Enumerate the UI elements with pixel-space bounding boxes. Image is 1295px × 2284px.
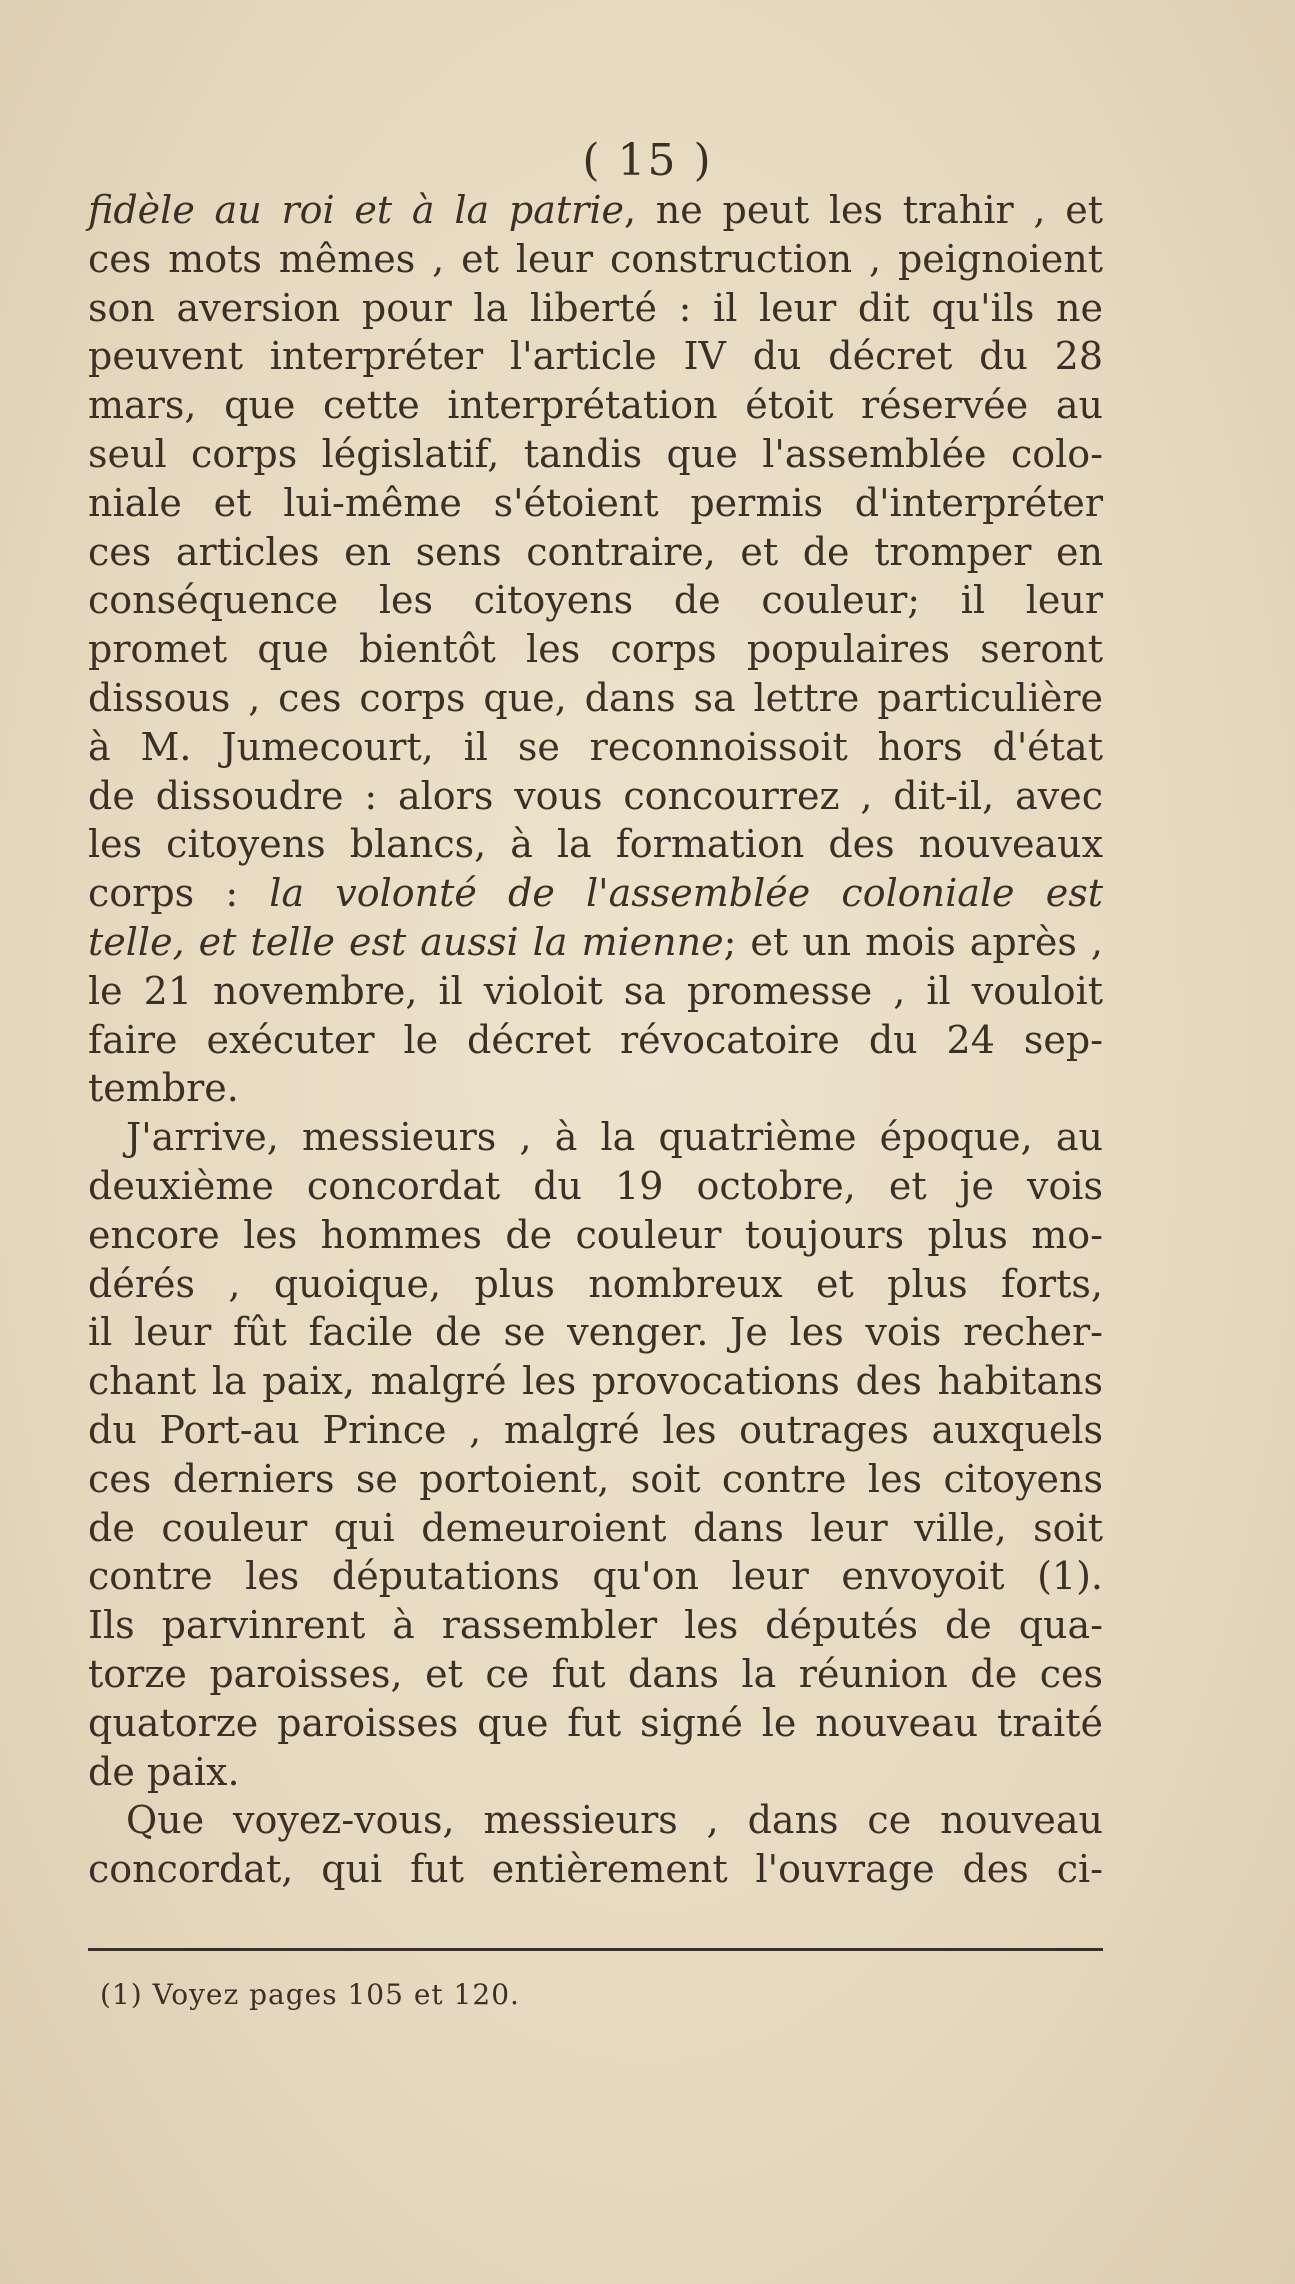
text-line	[88, 1064, 1103, 1113]
page-number: ( 15 )	[582, 135, 713, 186]
text-segment: il leur fût facile de se venger. Je les vois recher-	[88, 1310, 1103, 1355]
text-segment: mars, que cette interprétation étoit réservée au	[88, 383, 1103, 428]
text-segment: promet que bientôt les corps populaires seront	[88, 627, 1103, 672]
text-segment: de dissoudre : alors vous concourrez , dit-il, avec	[88, 773, 1103, 818]
text-line	[88, 1260, 1103, 1309]
text-segment: encore les hommes de couleur toujours plus mo-	[88, 1212, 1103, 1257]
text-segment: corps :	[88, 871, 270, 916]
text-line	[88, 1601, 1103, 1650]
text-line	[88, 869, 1103, 918]
text-line	[88, 284, 1103, 333]
text-line	[88, 430, 1103, 479]
text-line	[88, 1504, 1103, 1553]
text-line	[88, 576, 1103, 625]
text-line	[88, 1845, 1103, 1894]
text-line	[88, 1211, 1103, 1260]
text-line	[88, 186, 1103, 235]
text-line	[88, 967, 1103, 1016]
italic-text: fidèle au roi et à la patrie	[88, 188, 624, 232]
text-segment: J'arrive, messieurs , à la quatrième époque, au	[126, 1115, 1103, 1160]
text-segment: de paix.	[88, 1749, 240, 1794]
text-line	[88, 1552, 1103, 1601]
body-text	[88, 186, 1103, 1894]
text-line	[88, 528, 1103, 577]
text-segment: conséquence les citoyens de couleur; il leur	[88, 578, 1103, 623]
text-segment: à M. Jumecourt, il se reconnoissoit hors d'état	[88, 724, 1103, 769]
text-line	[88, 1748, 1103, 1797]
text-segment: faire exécuter le décret révocatoire du 24 sep-	[88, 1017, 1103, 1062]
text-segment: de couleur qui demeuroient dans leur ville, soit	[88, 1505, 1103, 1550]
text-line	[88, 1016, 1103, 1065]
text-line	[88, 1796, 1103, 1845]
footnote-separator	[88, 1948, 1103, 1951]
text-line	[88, 1308, 1103, 1357]
text-line	[88, 1113, 1103, 1162]
text-segment: dissous , ces corps que, dans sa lettre particulière	[88, 675, 1103, 720]
text-segment: , ne peut les trahir , et	[623, 188, 1103, 232]
text-line	[88, 1455, 1103, 1504]
text-line	[88, 1406, 1103, 1455]
italic-text: la volonté de l'assemblée coloniale est	[269, 871, 1103, 916]
text-segment: ces articles en sens contraire, et de tromper en	[88, 529, 1103, 574]
text-line	[88, 332, 1103, 381]
text-segment: niale et lui-même s'étoient permis d'interpréter	[88, 480, 1103, 525]
text-segment: quatorze paroisses que fut signé le nouveau traité	[88, 1700, 1103, 1745]
text-line	[88, 1162, 1103, 1211]
text-segment: ; et un mois après ,	[723, 919, 1103, 964]
text-segment: seul corps législatif, tandis que l'assemblée colo-	[88, 431, 1103, 476]
text-line	[88, 918, 1103, 967]
text-segment: dérés , quoique, plus nombreux et plus forts,	[88, 1261, 1103, 1306]
text-segment: concordat, qui fut entièrement l'ouvrage des ci-	[88, 1847, 1103, 1892]
text-line	[88, 723, 1103, 772]
text-line	[88, 820, 1103, 869]
italic-text: telle, et telle est aussi la mienne	[88, 919, 724, 964]
text-line	[88, 625, 1103, 674]
text-segment: tembre.	[88, 1066, 239, 1111]
text-line	[88, 381, 1103, 430]
text-line	[88, 772, 1103, 821]
text-segment: Que voyez-vous, messieurs , dans ce nouveau	[126, 1798, 1103, 1843]
text-segment: le 21 novembre, il violoit sa promesse , il vouloit	[88, 968, 1103, 1013]
text-line	[88, 235, 1103, 284]
text-segment: ces derniers se portoient, soit contre les citoyens	[88, 1456, 1103, 1501]
text-segment: ces mots mêmes , et leur construction , peignoient	[88, 236, 1103, 281]
text-segment: peuvent interpréter l'article IV du décret du 28	[88, 334, 1103, 379]
text-line	[88, 674, 1103, 723]
text-line	[88, 1650, 1103, 1699]
text-segment: deuxième concordat du 19 octobre, et je vois	[88, 1163, 1103, 1208]
text-segment: du Port-au Prince , malgré les outrages auxquels	[88, 1407, 1103, 1452]
text-segment: son aversion pour la liberté : il leur dit qu'ils ne	[88, 285, 1103, 330]
text-segment: Ils parvinrent à rassembler les députés de qua-	[88, 1603, 1103, 1648]
text-segment: torze paroisses, et ce fut dans la réunion de ces	[88, 1651, 1103, 1696]
text-segment: contre les députations qu'on leur envoyoit (1).	[88, 1554, 1103, 1599]
footnote: (1) Voyez pages 105 et 120.	[100, 1978, 520, 2011]
text-segment: chant la paix, malgré les provocations des habitans	[88, 1359, 1103, 1404]
text-line	[88, 1357, 1103, 1406]
text-line	[88, 1699, 1103, 1748]
text-line	[88, 479, 1103, 528]
text-segment: les citoyens blancs, à la formation des nouveaux	[88, 822, 1103, 867]
